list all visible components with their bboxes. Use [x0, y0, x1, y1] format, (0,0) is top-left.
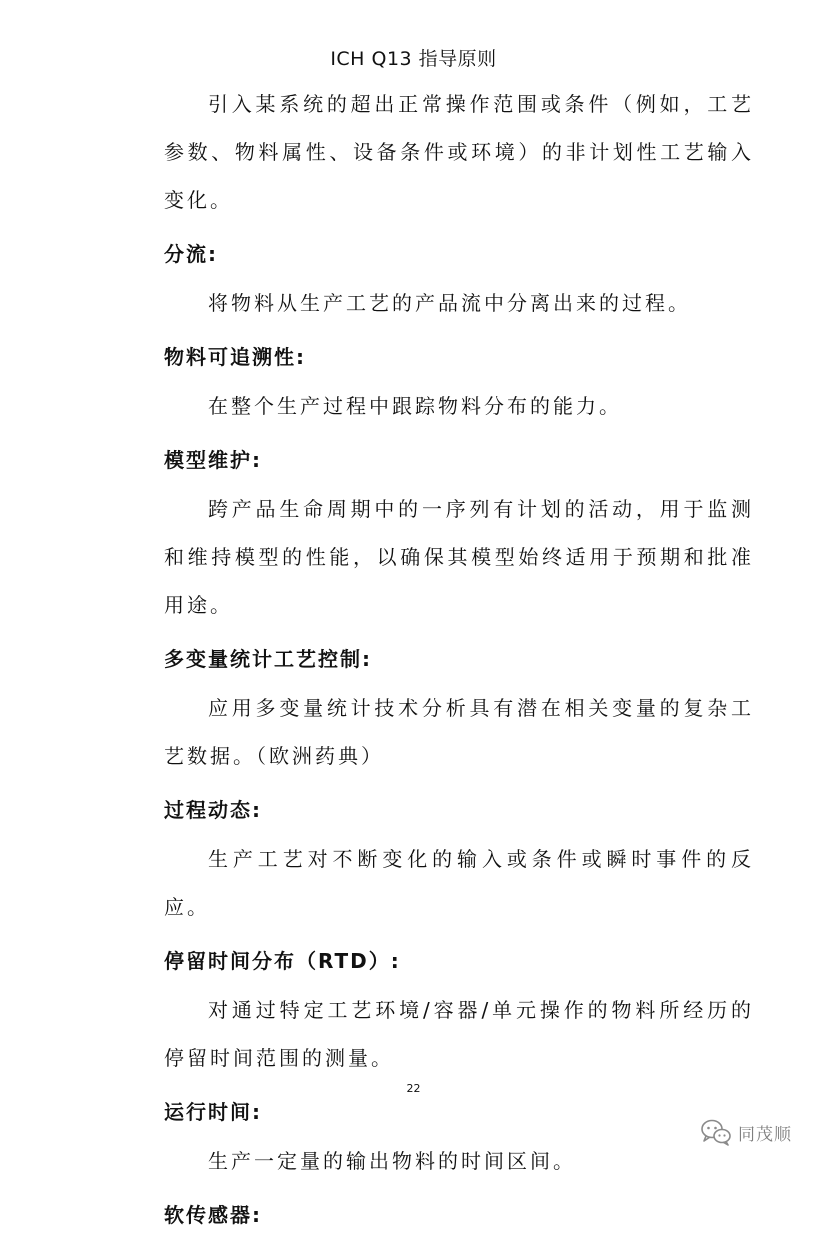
watermark-text: 同茂顺	[738, 1124, 792, 1145]
term-definition: 在整个生产过程中跟踪物料分布的能力。	[208, 394, 622, 418]
watermark	[700, 1118, 792, 1146]
term-heading: 运行时间:	[164, 1100, 262, 1124]
term-definition: 跨产品生命周期中的一序列有计划的活动，用于监测和维持模型的性能，以确保其模型始终适用于预期和批准用途。	[164, 497, 754, 617]
term-definition: 对通过特定工艺环境/容器/单元操作的物料所经历的停留时间范围的测量。	[164, 998, 754, 1070]
term-definition: 应用多变量统计技术分析具有潜在相关变量的复杂工艺数据。（欧洲药典）	[164, 696, 754, 768]
term-heading: 分流:	[164, 242, 218, 266]
term-heading: 模型维护:	[164, 448, 262, 472]
wechat-icon	[700, 1118, 732, 1146]
term-definition: 生产一定量的输出物料的时间区间。	[208, 1149, 576, 1173]
intro-paragraph: 引入某系统的超出正常操作范围或条件（例如，工艺参数、物料属性、设备条件或环境）的非计划性工艺输入变化。	[164, 92, 754, 212]
term-definition: 将物料从生产工艺的产品流中分离出来的过程。	[208, 291, 691, 315]
term-heading: 软传感器:	[164, 1203, 262, 1227]
term-heading: 物料可追溯性:	[164, 345, 306, 369]
term-definition: 生产工艺对不断变化的输入或条件或瞬时事件的反应。	[164, 847, 754, 919]
term-heading: 过程动态:	[164, 798, 262, 822]
term-heading: 停留时间分布（RTD）:	[164, 949, 401, 973]
term-heading: 多变量统计工艺控制:	[164, 647, 372, 671]
document-body	[164, 80, 754, 1240]
page-header: ICH Q13 指导原则	[330, 48, 497, 70]
page-number: 22	[406, 1082, 421, 1095]
